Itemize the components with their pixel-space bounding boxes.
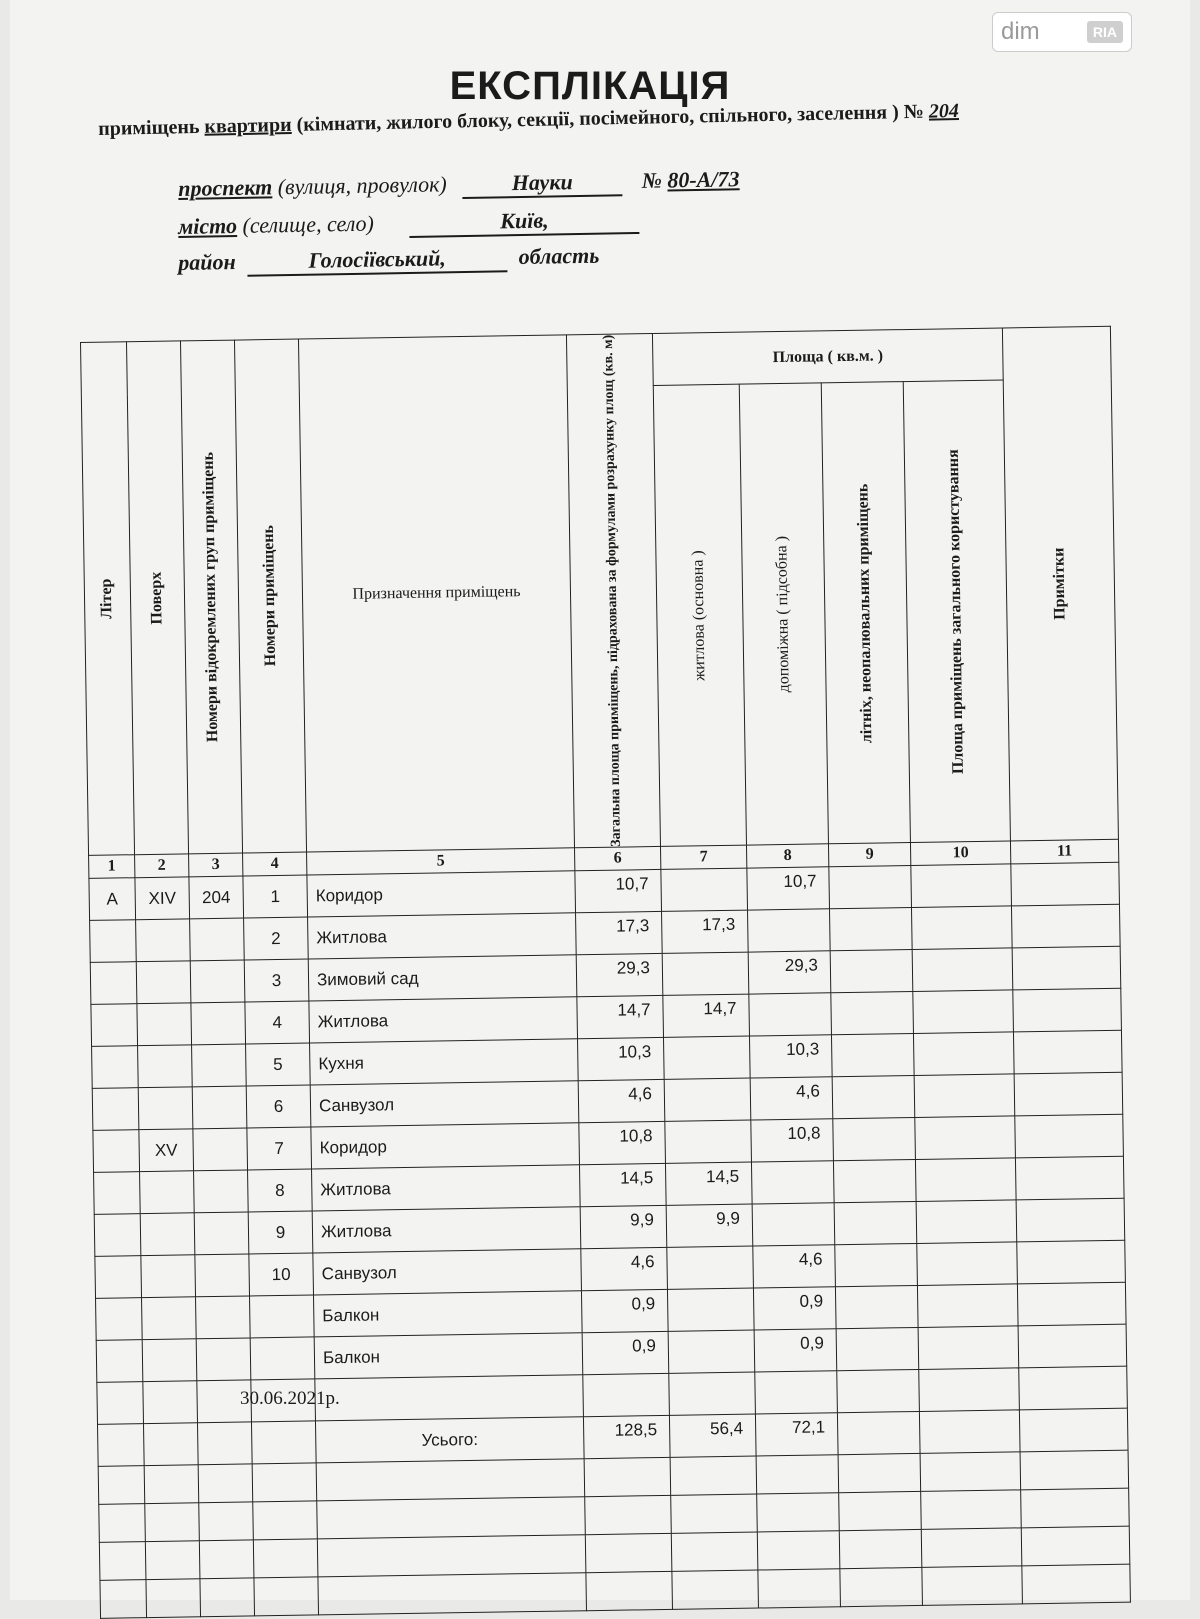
table-cell: 10,8 (579, 1122, 666, 1165)
table-cell (917, 1284, 1018, 1328)
table-cell (145, 1541, 200, 1580)
table-cell (253, 1501, 318, 1540)
table-cell (192, 1086, 247, 1129)
column-number: 7 (660, 845, 746, 869)
table-cell (585, 1534, 672, 1573)
table-cell: 6 (246, 1085, 311, 1128)
table-cell: Житлова (309, 997, 578, 1043)
table-cell (1014, 1072, 1123, 1116)
column-number: 3 (189, 853, 243, 877)
header-notes: Примітки (1002, 326, 1118, 841)
subtitle-part: приміщень (98, 115, 205, 140)
table-cell: 0,9 (581, 1290, 668, 1333)
table-cell: 29,3 (576, 954, 663, 997)
table-cell (835, 1286, 918, 1329)
street-type: проспект (178, 174, 273, 201)
table-cell (756, 1455, 839, 1494)
table-cell (911, 864, 1012, 908)
table-cell (195, 1254, 250, 1297)
table-cell (250, 1295, 315, 1338)
subtitle-number-label: № (903, 100, 930, 124)
header-floor: Поверх (127, 341, 189, 855)
table-cell (839, 1530, 922, 1569)
table-cell (749, 993, 832, 1036)
table-cell (94, 1214, 141, 1257)
table-cell (829, 908, 912, 951)
table-cell: 1 (243, 875, 308, 918)
table-cell (194, 1212, 249, 1255)
table-cell (919, 1368, 1020, 1412)
table-cell (93, 1130, 140, 1173)
table-cell (829, 866, 912, 909)
table-cell (840, 1568, 923, 1607)
column-number: 1 (89, 855, 135, 879)
table-cell: Балкон (314, 1333, 583, 1379)
column-number: 2 (135, 854, 189, 878)
table-cell: Кухня (310, 1039, 579, 1085)
table-cell (190, 960, 245, 1003)
table-cell (190, 918, 245, 961)
table-cell (1021, 1526, 1130, 1566)
table-cell: 17,3 (662, 910, 749, 953)
table-cell: А (89, 878, 136, 921)
table-cell: 10,7 (575, 870, 662, 913)
table-cell (667, 1288, 754, 1331)
table-cell: XV (139, 1129, 194, 1172)
header-unheated-area: літніх, неопалювальних приміщень (821, 382, 910, 844)
table-cell (196, 1338, 251, 1381)
header-area-group: Площа ( кв.м. ) (652, 328, 1003, 386)
table-cell (137, 1003, 192, 1046)
table-cell: 4,6 (581, 1248, 668, 1291)
column-number: 8 (746, 844, 828, 868)
house-label: № (641, 167, 668, 193)
table-cell (99, 1542, 146, 1581)
explication-table (80, 326, 1131, 1619)
table-cell (921, 1528, 1022, 1568)
total-label: Усього: (315, 1417, 584, 1463)
table-cell (196, 1296, 251, 1339)
table-cell (836, 1328, 919, 1371)
table-cell (752, 1203, 835, 1246)
table-cell: 14,7 (663, 994, 750, 1037)
table-cell (91, 1004, 138, 1047)
table-cell (662, 952, 749, 995)
table-cell (199, 1502, 254, 1541)
table-cell (316, 1459, 585, 1501)
table-cell: Житлова (308, 913, 577, 959)
table-cell: 17,3 (576, 912, 663, 955)
table-cell (141, 1255, 196, 1298)
table-cell: 9,9 (666, 1204, 753, 1247)
table-cell (585, 1496, 672, 1535)
header-common-area: Площа приміщень загального користування (903, 380, 1010, 842)
table-cell (665, 1120, 752, 1163)
table-cell: 3 (244, 959, 309, 1002)
table-cell (315, 1375, 584, 1421)
header-total-area: Загальна площа приміщень, підрахована за формулами розрахунку площ (кв. м) (566, 334, 660, 849)
table-cell: 8 (248, 1169, 313, 1212)
table-cell: 10,8 (751, 1119, 834, 1162)
table-cell (192, 1044, 247, 1087)
table-cell (1013, 988, 1122, 1032)
table-cell (140, 1171, 195, 1214)
table-cell (145, 1503, 200, 1542)
column-number: 11 (1010, 839, 1118, 864)
table-cell (672, 1570, 759, 1609)
table-cell (191, 1002, 246, 1045)
house-number: 80-А/73 (667, 166, 740, 193)
table-cell (1016, 1198, 1125, 1242)
column-number: 6 (575, 847, 661, 871)
column-number: 10 (910, 841, 1010, 866)
table-cell (142, 1339, 197, 1382)
table-cell: 9 (248, 1211, 313, 1254)
table-cell (146, 1579, 201, 1618)
table-cell (97, 1382, 144, 1425)
table-cell (668, 1330, 755, 1373)
table-cell: 204 (189, 876, 244, 919)
street-name: Науки (462, 168, 622, 199)
table-cell: Санвузол (313, 1249, 582, 1295)
district-name: Голосіївський, (247, 244, 507, 277)
header-auxiliary-area: допоміжна ( підсобна ) (739, 383, 828, 845)
table-cell (95, 1256, 142, 1299)
table-cell (915, 1116, 1016, 1160)
table-cell (1022, 1564, 1131, 1604)
table-cell (913, 990, 1014, 1034)
watermark-badge: RIA (1087, 21, 1123, 43)
table-cell: 10,3 (578, 1038, 665, 1081)
table-cell: 10 (249, 1253, 314, 1296)
total-auxiliary: 72,1 (755, 1413, 838, 1456)
table-cell: 0,9 (582, 1332, 669, 1375)
table-cell: 7 (247, 1127, 312, 1170)
table-cell (831, 1034, 914, 1077)
table-cell (1013, 1030, 1122, 1074)
table-cell (751, 1161, 834, 1204)
table-cell (1019, 1366, 1128, 1410)
table-cell (96, 1340, 143, 1383)
table-cell (98, 1466, 145, 1505)
table-cell (584, 1458, 671, 1497)
table-cell: Житлова (312, 1165, 581, 1211)
table-cell: 0,9 (754, 1329, 837, 1372)
table-cell (90, 962, 137, 1005)
table-cell: 4,6 (750, 1077, 833, 1120)
table-cell (917, 1242, 1018, 1286)
table-cell (142, 1297, 197, 1340)
table-cell (318, 1573, 587, 1615)
city-type-hint: (селище, село) (236, 210, 375, 238)
header-room-numbers: Номери приміщень (234, 339, 306, 853)
table-cell: 4,6 (753, 1245, 836, 1288)
table-cell (757, 1531, 840, 1570)
table-cell (670, 1456, 757, 1495)
table-cell (94, 1172, 141, 1215)
document-title: ЕКСПЛІКАЦІЯ (449, 64, 731, 108)
table-cell: Санвузол (310, 1081, 579, 1127)
table-cell (911, 906, 1012, 950)
column-number: 5 (307, 848, 575, 875)
table-cell (253, 1539, 318, 1578)
column-number: 9 (828, 843, 910, 867)
table-cell (252, 1463, 317, 1502)
subtitle-apartment: квартири (204, 113, 292, 138)
table-cell (671, 1532, 758, 1571)
header-purpose: Призначення приміщень (298, 335, 574, 852)
table-cell (755, 1371, 838, 1414)
city-type: місто (178, 212, 238, 239)
table-cell (100, 1580, 147, 1619)
address-city-line (178, 206, 640, 242)
table-cell (1015, 1114, 1124, 1158)
table-cell: 2 (244, 917, 309, 960)
header-living-area: житлова (основна ) (653, 384, 746, 846)
table-cell (913, 1032, 1014, 1076)
table-cell (921, 1490, 1022, 1530)
table-cell (92, 1046, 139, 1089)
table-cell (193, 1128, 248, 1171)
table-cell: Коридор (307, 871, 576, 917)
table-cell (138, 1087, 193, 1130)
address-district-line (178, 243, 600, 278)
table-cell (199, 1540, 254, 1579)
table-cell: 10,7 (747, 867, 830, 910)
table-cell (918, 1326, 1019, 1370)
table-cell (138, 1045, 193, 1088)
table-cell (140, 1213, 195, 1256)
table-cell (1021, 1488, 1130, 1528)
total-living: 56,4 (669, 1414, 756, 1457)
table-cell (583, 1374, 670, 1417)
table-cell (838, 1454, 921, 1493)
table-cell (663, 1036, 750, 1079)
table-cell (916, 1200, 1017, 1244)
table-cell: 5 (246, 1043, 311, 1086)
table-cell (99, 1504, 146, 1543)
header-liter: Літер (81, 342, 135, 856)
table-cell (833, 1160, 916, 1203)
table-cell (136, 919, 191, 962)
table-cell: 4 (245, 1001, 310, 1044)
table-cell (915, 1158, 1016, 1202)
table-cell (834, 1202, 917, 1245)
table-cell (1018, 1324, 1127, 1368)
table-cell (671, 1494, 758, 1533)
table-cell (914, 1074, 1015, 1118)
table-cell (1012, 946, 1121, 990)
site-watermark (992, 12, 1132, 52)
table-cell (143, 1381, 198, 1424)
table-cell: Житлова (312, 1207, 581, 1253)
table-cell: XIV (135, 877, 190, 920)
document-date: 30.06.2021р. (240, 1388, 340, 1409)
document-page (10, 0, 1190, 1600)
table-cell (194, 1170, 249, 1213)
table-cell (1017, 1282, 1126, 1326)
district-label: район (178, 248, 236, 275)
table-cell: 14,5 (665, 1162, 752, 1205)
column-number: 4 (243, 852, 307, 876)
table-cell (664, 1078, 751, 1121)
table-cell: Балкон (314, 1291, 583, 1337)
table-cell (90, 920, 137, 963)
table-cell (758, 1569, 841, 1608)
city-name: Київ, (409, 206, 639, 238)
table-cell (1020, 1450, 1129, 1490)
table-cell (317, 1535, 586, 1577)
table-cell (832, 1076, 915, 1119)
table-cell (669, 1372, 756, 1415)
table-cell (92, 1088, 139, 1131)
table-cell (96, 1298, 143, 1341)
table-cell (912, 948, 1013, 992)
table-cell: 9,9 (580, 1206, 667, 1249)
apartment-number: 204 (928, 99, 960, 123)
table-cell: Коридор (311, 1123, 580, 1169)
table-cell (831, 992, 914, 1035)
table-cell: 29,3 (748, 951, 831, 994)
table-cell: 14,5 (579, 1164, 666, 1207)
table-cell (254, 1577, 319, 1616)
oblast-label: область (518, 242, 600, 270)
table-cell: 14,7 (577, 996, 664, 1039)
table-cell (839, 1492, 922, 1531)
table-cell: 10,3 (749, 1035, 832, 1078)
table-cell: Зимовий сад (308, 955, 577, 1001)
table-cell (586, 1572, 673, 1611)
table-cell (833, 1118, 916, 1161)
table-cell (144, 1465, 199, 1504)
watermark-brand: dim (1001, 18, 1040, 45)
table-cell (1015, 1156, 1124, 1200)
subtitle-part: (кімнати, жилого блоку, секції, посімейного, спільного, заселення ) (291, 101, 904, 136)
street-type-hint: (вулиця, провулок) (271, 171, 447, 200)
table-cell: 0,9 (753, 1287, 836, 1330)
table-cell (920, 1452, 1021, 1492)
header-group-numbers: Номери відокремлених груп приміщень (180, 340, 242, 854)
table-cell (1017, 1240, 1126, 1284)
table-cell (1011, 862, 1120, 906)
table-cell (830, 950, 913, 993)
table-cell (661, 868, 748, 911)
address-street-line (178, 166, 740, 204)
table-cell (200, 1578, 255, 1617)
total-area: 128,5 (583, 1416, 670, 1459)
table-cell (250, 1337, 315, 1380)
table-cell (757, 1493, 840, 1532)
table-cell (1012, 904, 1121, 948)
table-cell (748, 909, 831, 952)
table-cell (835, 1244, 918, 1287)
table-cell (136, 961, 191, 1004)
table-cell (667, 1246, 754, 1289)
table-cell: 4,6 (578, 1080, 665, 1123)
table-cell (198, 1464, 253, 1503)
table-cell (317, 1497, 586, 1539)
table-cell (837, 1370, 920, 1413)
